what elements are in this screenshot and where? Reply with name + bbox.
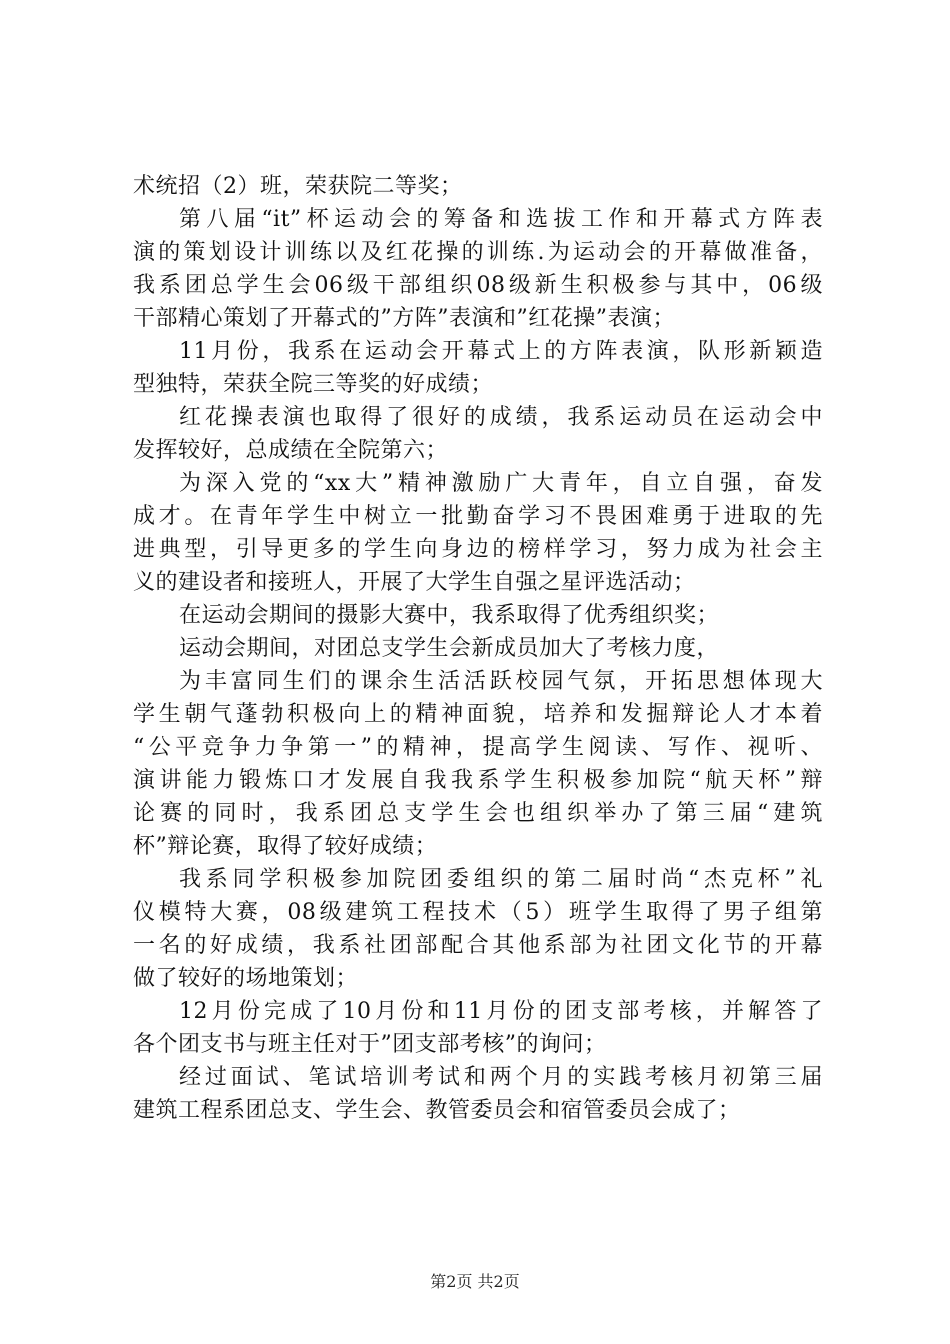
paragraph xyxy=(133,203,823,335)
paragraph-line: 在运动会期间的摄影大赛中，我系取得了优秀组织奖； xyxy=(179,603,720,628)
paragraph-line: 义的建设者和接班人，开展了大学生自强之星评选活动； xyxy=(133,570,696,595)
paragraph-line: 杯”辩论赛，取得了较好成绩； xyxy=(133,834,438,859)
paragraph-line: 为深入党的“xx大”精神激励广大青年，自立自强，奋发 xyxy=(179,471,823,496)
paragraph-line: 演讲能力锻炼口才发展自我我系学生积极参加院“航天杯”辩 xyxy=(133,768,823,793)
paragraph xyxy=(133,467,823,599)
paragraph-line: 做了较好的场地策划； xyxy=(133,966,359,991)
paragraph-line: 第八届“it”杯运动会的筹备和选拔工作和开幕式方阵表 xyxy=(179,207,823,232)
paragraph xyxy=(133,632,823,665)
paragraph-line: 发挥较好，总成绩在全院第六； xyxy=(133,438,449,463)
paragraph-line: 建筑工程系团总支、学生会、教管委员会和宿管委员会成了； xyxy=(133,1098,741,1123)
paragraph-line: 为丰富同生们的课余生活活跃校园气氛，开拓思想体现大 xyxy=(179,669,823,694)
document-body xyxy=(133,170,823,1127)
paragraph-line: 型独特，荣获全院三等奖的好成绩； xyxy=(133,372,494,397)
paragraph xyxy=(133,995,823,1061)
paragraph xyxy=(133,665,823,863)
paragraph-line: 术统招（2）班，荣获院二等奖； xyxy=(133,174,463,199)
paragraph-line: 仪模特大赛，08级建筑工程技术（5）班学生取得了男子组第 xyxy=(133,900,823,925)
paragraph-line: 我系同学积极参加院团委组织的第二届时尚“杰克杯”礼 xyxy=(179,867,823,892)
paragraph-line: 经过面试、笔试培训考试和两个月的实践考核月初第三届 xyxy=(179,1065,823,1090)
paragraph-line: 学生朝气蓬勃积极向上的精神面貌，培养和发掘辩论人才本着 xyxy=(133,702,823,727)
paragraph-line: 11月份，我系在运动会开幕式上的方阵表演，队形新颖造 xyxy=(179,339,823,364)
paragraph-line: 成才。在青年学生中树立一批勤奋学习不畏困难勇于进取的先 xyxy=(133,504,823,529)
paragraph xyxy=(133,335,823,401)
paragraph xyxy=(133,599,823,632)
paragraph-line: 演的策划设计训练以及红花操的训练.为运动会的开幕做准备， xyxy=(133,240,823,265)
paragraph-line: 12月份完成了10月份和11月份的团支部考核，并解答了 xyxy=(179,999,823,1024)
paragraph-line: 红花操表演也取得了很好的成绩，我系运动员在运动会中 xyxy=(179,405,823,430)
paragraph-line: 我系团总学生会06级干部组织08级新生积极参与其中，06级 xyxy=(133,273,823,298)
paragraph-line: “公平竞争力争第一”的精神，提高学生阅读、写作、视听、 xyxy=(133,735,823,760)
paragraph-line: 运动会期间，对团总支学生会新成员加大了考核力度， xyxy=(179,636,720,661)
paragraph xyxy=(133,170,823,203)
paragraph-line: 论赛的同时，我系团总支学生会也组织举办了第三届“建筑 xyxy=(133,801,823,826)
paragraph xyxy=(133,863,823,995)
paragraph xyxy=(133,1061,823,1127)
paragraph-line: 干部精心策划了开幕式的”方阵”表演和”红花操”表演； xyxy=(133,306,675,331)
paragraph-line: 进典型，引导更多的学生向身边的榜样学习，努力成为社会主 xyxy=(133,537,823,562)
paragraph-line: 各个团支书与班主任对于”团支部考核”的询问； xyxy=(133,1032,607,1057)
page-number-footer: 第2页 共2页 xyxy=(430,1272,520,1291)
paragraph xyxy=(133,401,823,467)
paragraph-line: 一名的好成绩，我系社团部配合其他系部为社团文化节的开幕 xyxy=(133,933,823,958)
